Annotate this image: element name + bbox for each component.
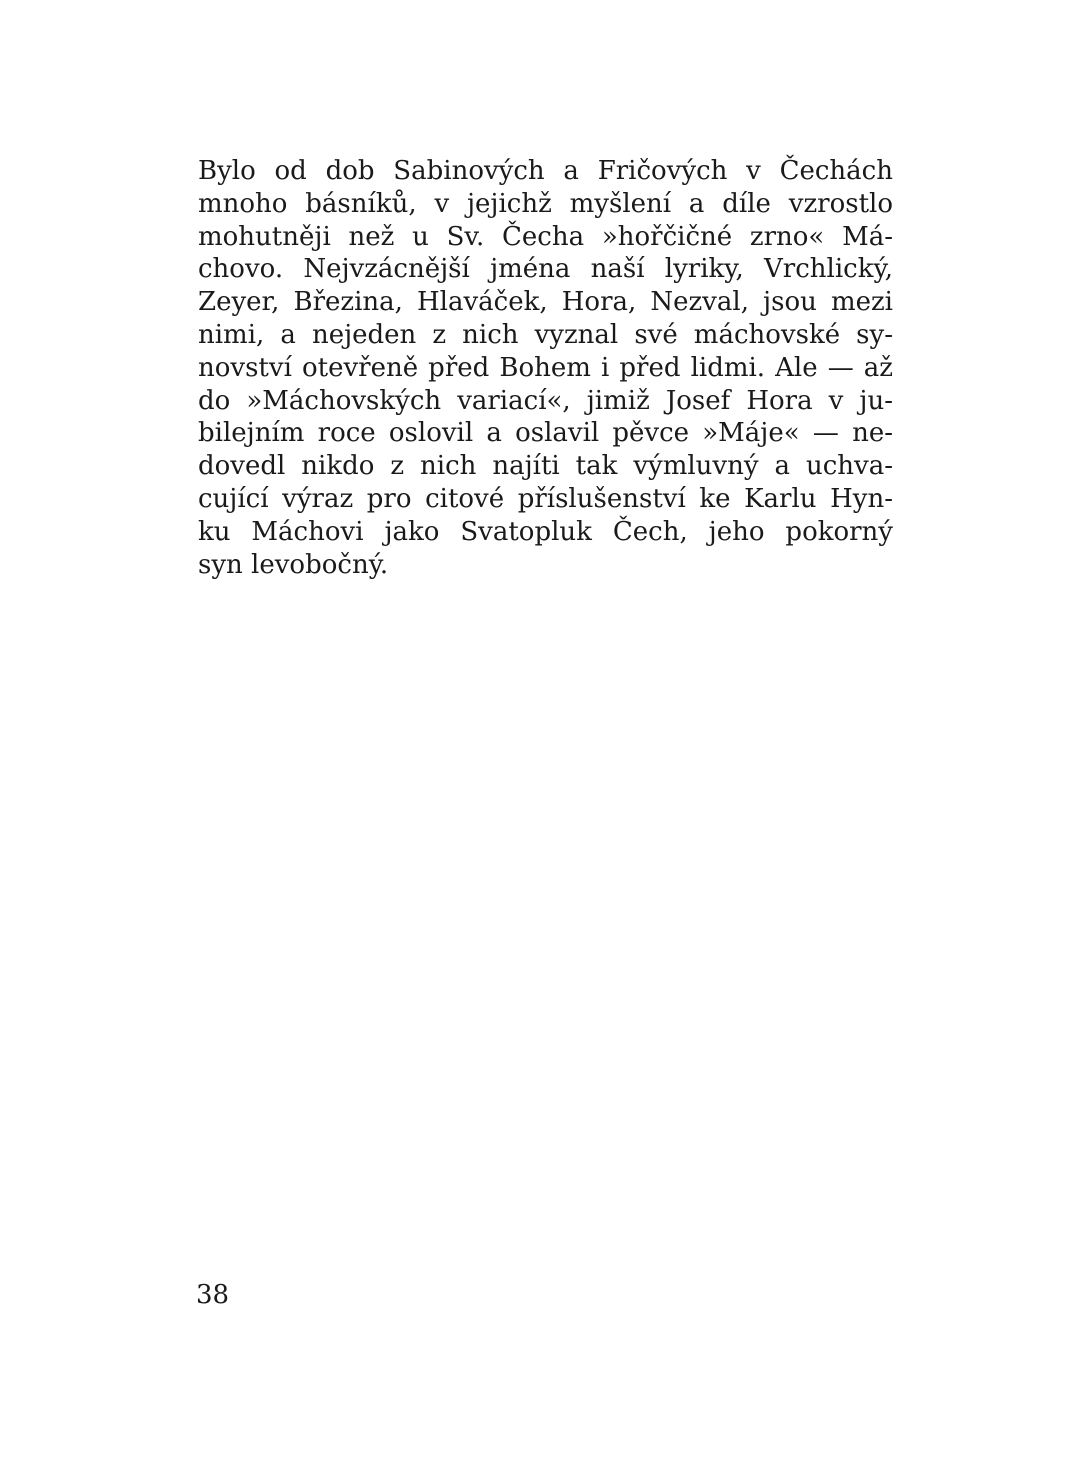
text-line: mnoho básníků, v jejichž myšlení a díle vzrostlo [198,188,893,219]
text-line: ku Máchovi jako Svatopluk Čech, jeho pokorný [198,516,893,547]
body-paragraph [198,155,893,581]
text-line: nimi, a nejeden z nich vyznal své máchovské sy- [198,319,893,350]
page-number: 38 [196,1280,230,1310]
text-line: novství otevřeně před Bohem i před lidmi. Ale — až [198,352,893,383]
text-line: cující výraz pro citové příslušenství ke Karlu Hyn- [198,483,893,514]
text-line: chovo. Nejvzácnější jména naší lyriky, Vrchlický, [198,254,893,285]
text-line: dovedl nikdo z nich najíti tak výmluvný a uchva- [198,451,893,482]
text-line: do »Máchovských variací«, jimiž Josef Hora v ju- [198,385,893,416]
text-line: bilejním roce oslovil a oslavil pěvce »Máje« — ne- [198,418,893,449]
text-line-last: syn levobočný. [198,549,389,580]
text-line: Zeyer, Březina, Hlaváček, Hora, Nezval, jsou mezi [198,287,893,318]
text-line: Bylo od dob Sabinových a Fričových v Čechách [198,156,893,186]
text-line: mohutněji než u Sv. Čecha »hořčičné zrno« Má- [198,221,893,252]
